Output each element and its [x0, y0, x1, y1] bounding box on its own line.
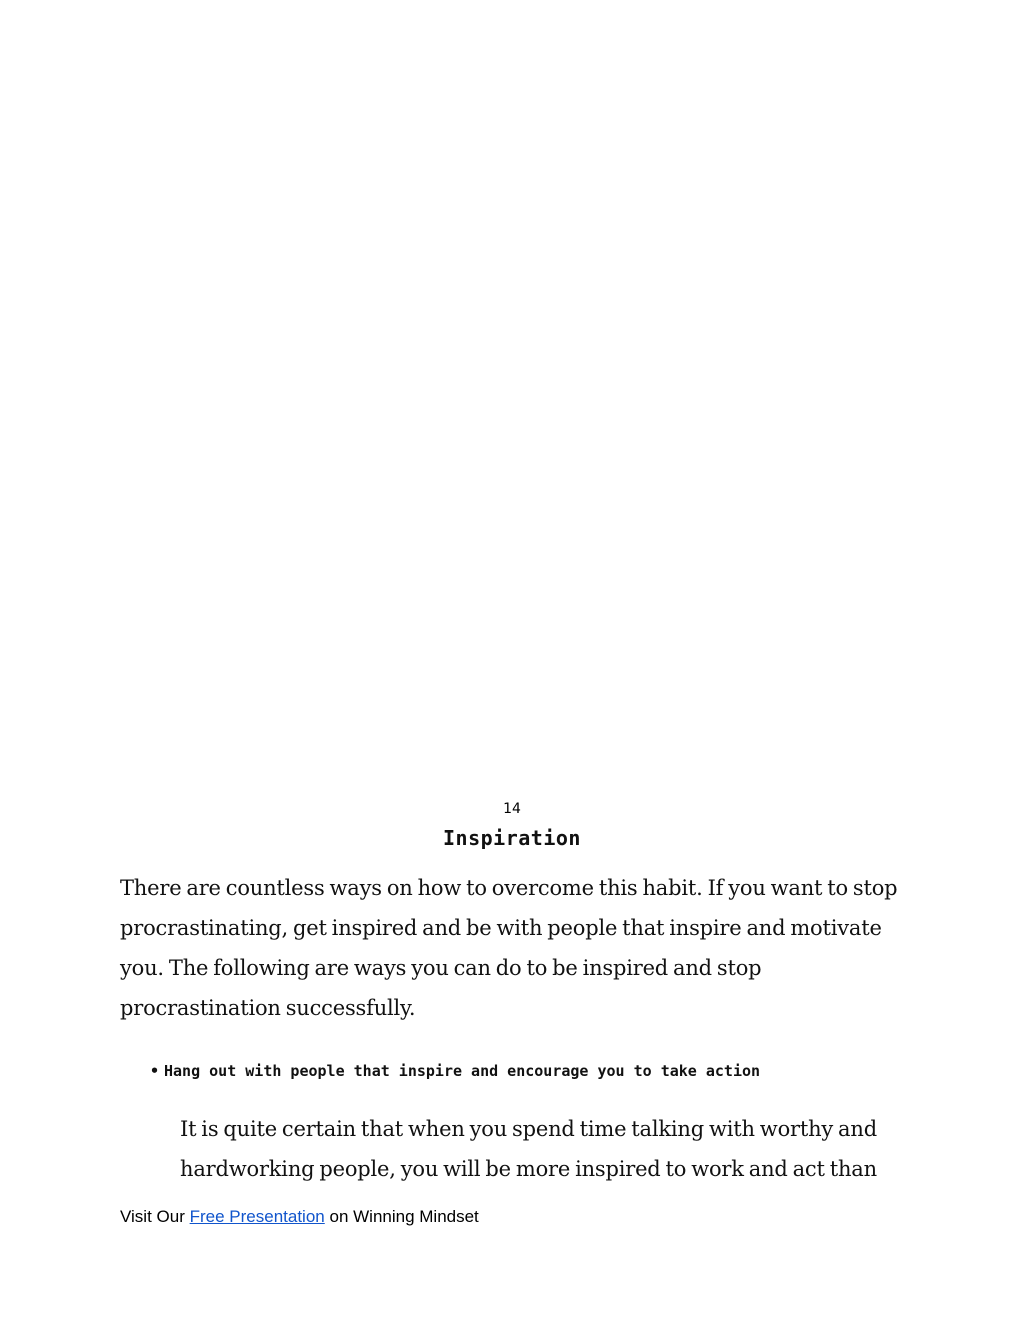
bullet-text: Hang out with people that inspire and encourage you to take action — [164, 1062, 761, 1080]
free-presentation-link[interactable]: Free Presentation — [189, 1207, 325, 1226]
footer-prefix: Visit Our — [120, 1207, 185, 1226]
intro-paragraph: There are countless ways on how to overcome this habit. If you want to stop procrastinating, get inspired and be with people that inspire and motivate you. The following are ways you can do to be inspired and stop procrastination successfully. — [120, 876, 898, 1020]
bullet-marker: • — [150, 1062, 160, 1080]
footer — [120, 1205, 479, 1229]
section-heading: Inspiration — [443, 826, 581, 850]
bullet-list-item — [150, 1058, 910, 1084]
body-paragraph: It is quite certain that when you spend time talking with worthy and hardworking people, you will be more inspired to work and act than — [180, 1117, 877, 1181]
page-number: 14 — [503, 801, 521, 817]
footer-suffix: on Winning Mindset — [329, 1207, 479, 1226]
